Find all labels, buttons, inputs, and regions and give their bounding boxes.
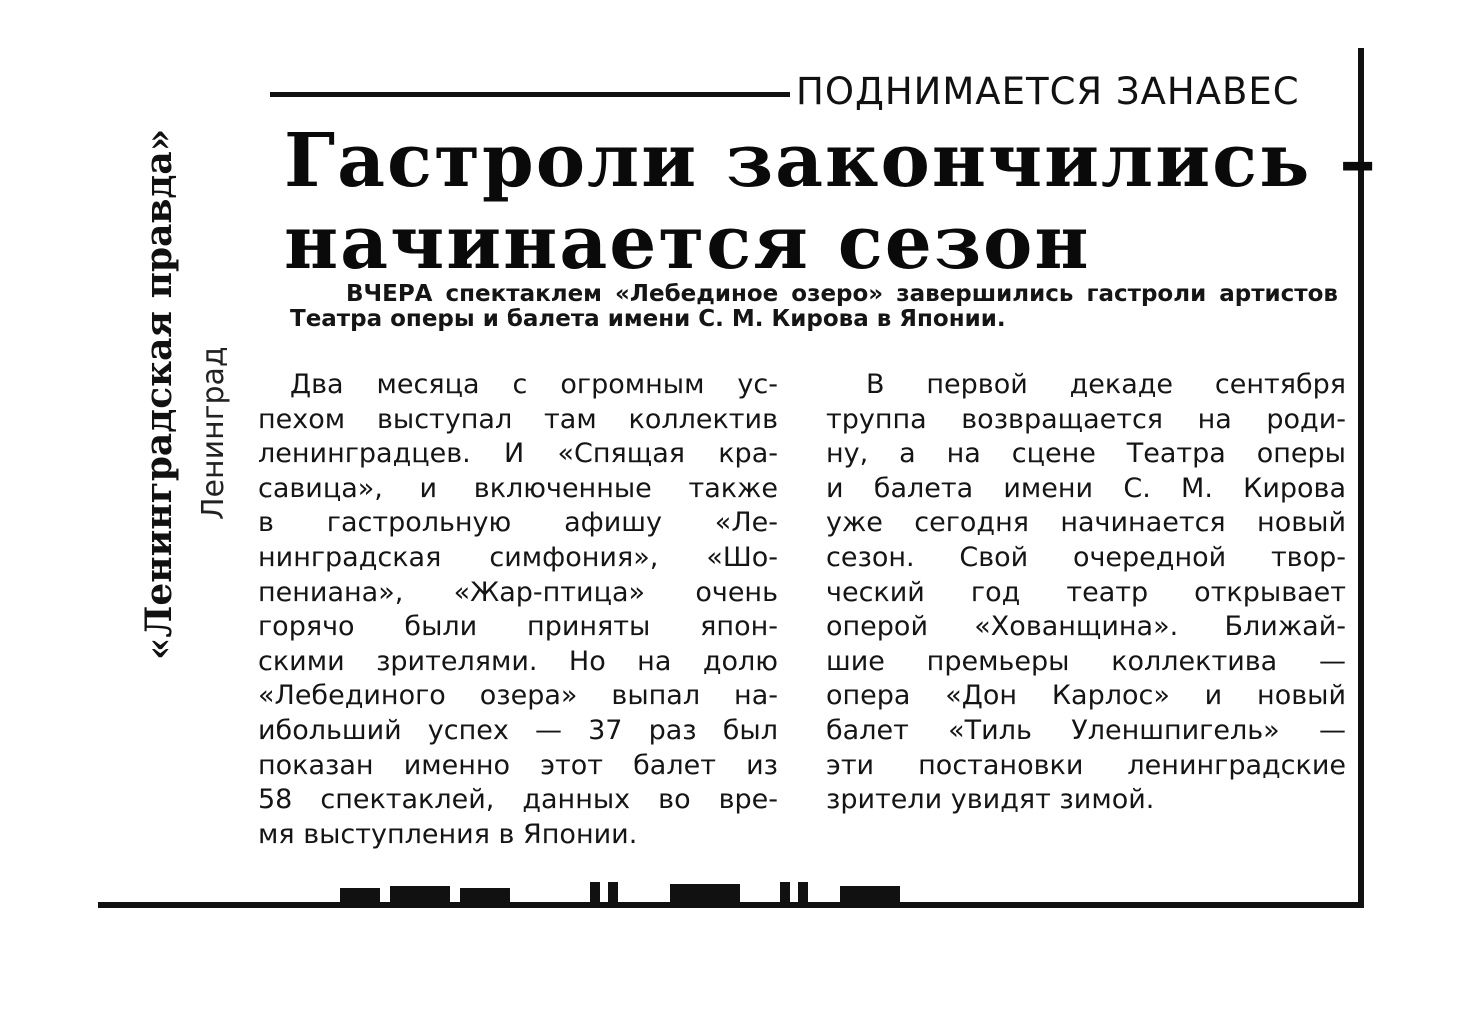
text-line: и балета имени С. М. Кирова xyxy=(826,472,1346,504)
text-line: ческий год театр открывает xyxy=(826,576,1346,608)
text-line: балет «Тиль Уленшпигель» — xyxy=(826,714,1346,746)
text-line: скими зрителями. Но на долю xyxy=(258,645,778,677)
text-line: пехом выступал там коллектив xyxy=(258,403,778,435)
text-line: в гастрольную афишу «Ле- xyxy=(258,507,778,539)
text-line: сезон. Свой очередной твор- xyxy=(826,541,1346,573)
text-line: «Лебединого озера» выпал на- xyxy=(258,680,778,712)
cropped-next-headline xyxy=(340,880,900,902)
rubric-rule xyxy=(270,92,790,97)
text-line: шие премьеры коллектива — xyxy=(826,645,1346,677)
text-line: мя выступления в Японии. xyxy=(258,818,638,850)
clipping-border-bottom xyxy=(98,902,1364,908)
lead-paragraph: ВЧЕРА спектаклем «Лебединое озеро» завершились гастроли артистов Театра оперы и балета имени С. М. Кирова в Японии. xyxy=(290,281,1338,332)
masthead-city: Ленинград xyxy=(196,346,231,520)
text-line: оперой «Хованщина». Ближай- xyxy=(826,611,1346,643)
text-line: горячо были приняты япон- xyxy=(258,611,778,643)
text-line: пениана», «Жар-птица» очень xyxy=(258,576,778,608)
text-line: труппа возвращается на роди- xyxy=(826,403,1346,435)
text-line: зрители увидят зимой. xyxy=(826,784,1155,816)
text-line: уже сегодня начинается новый xyxy=(826,507,1346,539)
text-line: савица», и включенные также xyxy=(258,472,778,504)
masthead-newspaper-title: «Ленинградская правда» xyxy=(138,128,180,660)
headline-line-1: Гастроли закончились – xyxy=(284,118,1379,204)
headline-line-2: начинается сезон xyxy=(284,200,1091,286)
article-column-left xyxy=(258,368,778,852)
text-line: Два месяца с огромным ус- xyxy=(290,369,778,400)
text-line: В первой декаде сентября xyxy=(866,369,1346,400)
rubric-label: ПОДНИМАЕТСЯ ЗАНАВЕС xyxy=(796,70,1300,113)
text-line: ибольший успех — 37 раз был xyxy=(258,714,778,746)
text-line: ленинградцев. И «Спящая кра- xyxy=(258,438,778,470)
text-line: нинградская симфония», «Шо- xyxy=(258,541,778,573)
article-column-right xyxy=(826,368,1346,818)
text-line: показан именно этот балет из xyxy=(258,749,778,781)
text-line: ну, а на сцене Театра оперы xyxy=(826,438,1346,470)
text-line: эти постановки ленинградские xyxy=(826,749,1346,781)
text-line: 58 спектаклей, данных во вре- xyxy=(258,784,778,816)
text-line: опера «Дон Карлос» и новый xyxy=(826,680,1346,712)
